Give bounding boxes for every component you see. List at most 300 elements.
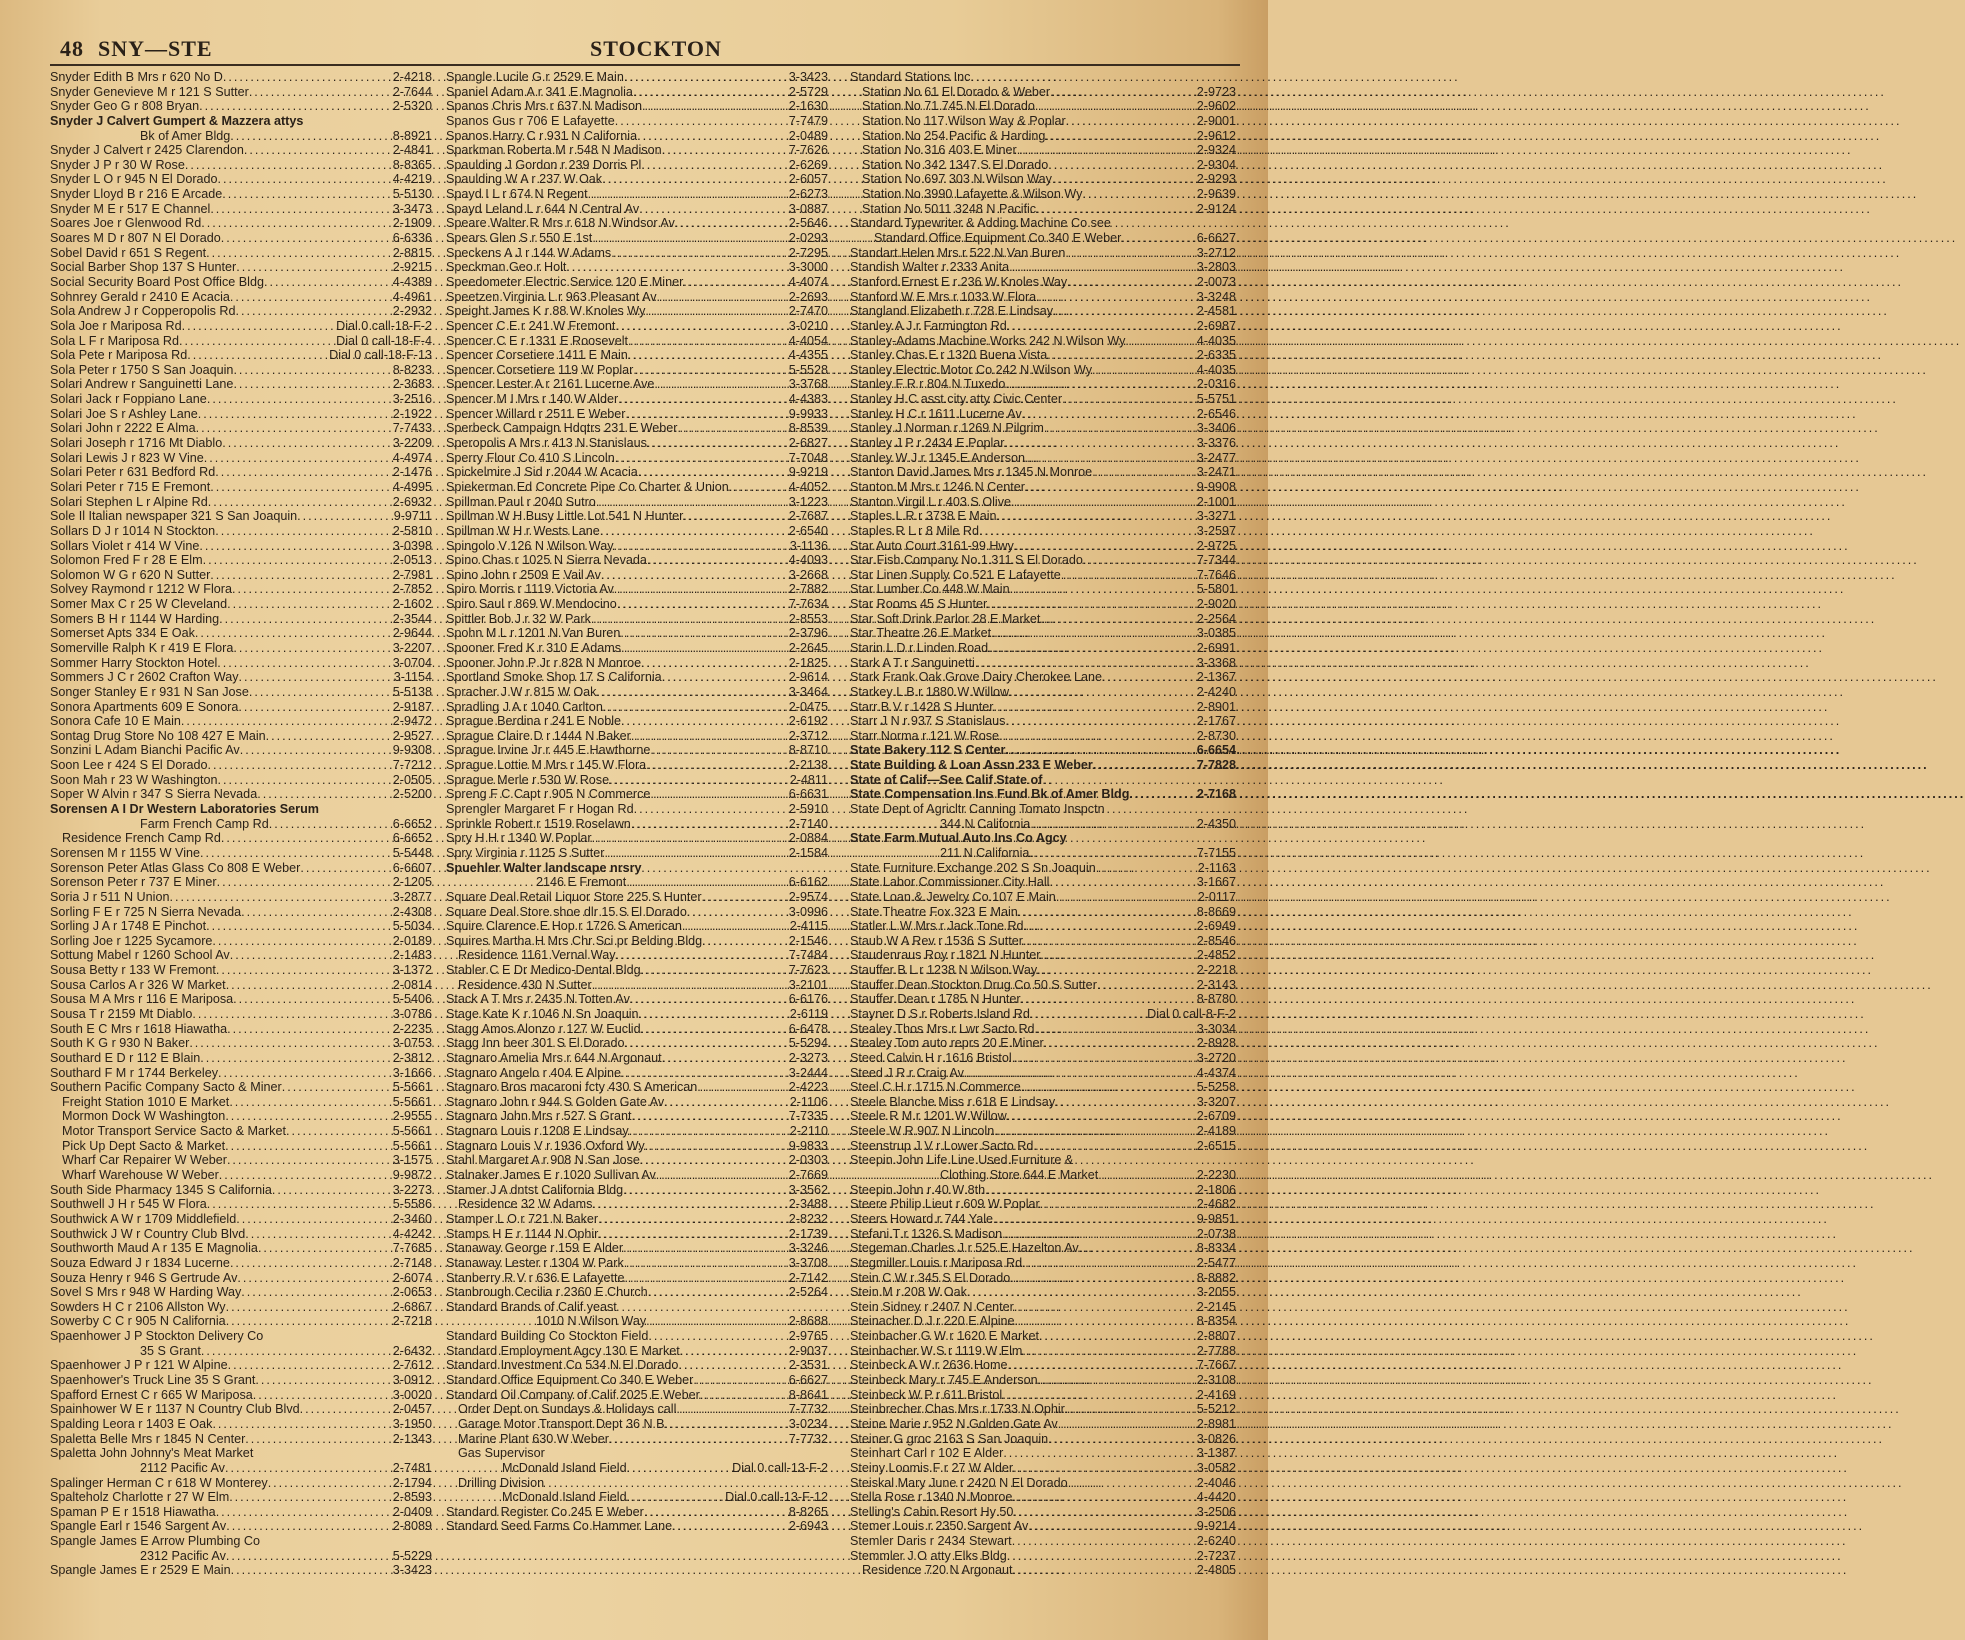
listing-phone: 5-5528 [788,362,828,377]
listing-entry [446,348,828,363]
listing-name: Spiro Saul r 869 W Mendocino [446,597,617,612]
listing-entry [446,304,828,319]
listing-entry [850,1446,1236,1461]
listing-entry [50,1519,432,1534]
listing-phone: Dial 0 call-8-F-2 [1147,1007,1236,1021]
listing-phone: 2-5477 [1196,1255,1236,1270]
listing-phone: 5-5258 [1196,1080,1236,1095]
dot-leader [1055,1095,1197,1110]
listing-entry [850,1461,1236,1476]
dot-leader [615,319,788,334]
dot-leader [241,1285,392,1300]
listing-entry [850,99,1236,114]
listing-entry [50,905,432,920]
dot-leader [1028,1519,1196,1534]
listing-entry [850,1241,1236,1256]
listing-name: Stangland Elizabeth r 728 E Lindsay [850,304,1054,319]
listing-entry [446,99,828,114]
listing-entry [850,129,1236,144]
listing-entry [446,85,828,100]
dot-leader [232,582,393,597]
listing-phone: 2-9574 [788,889,828,904]
listing-entry [50,1476,432,1491]
listing-phone: 7-7048 [788,450,828,465]
listing-entry [50,934,432,949]
dot-leader [233,992,393,1007]
dot-leader [300,1402,393,1417]
listing-name: Sousa Carlos A r 326 W Market [50,977,226,992]
listing-name: Speckman Geo r Holt [446,260,567,275]
dot-leader [1014,539,1197,554]
listing-phone: 3-3406 [1196,421,1236,436]
dot-leader [268,1476,393,1491]
dot-leader [648,1285,789,1300]
listing-entry [850,1066,1236,1081]
listing-entry [446,1051,828,1066]
listing-entry [50,1241,432,1256]
listing-name: Spainhower W E r 1137 N Country Club Blvd [50,1402,300,1417]
listing-phone: 2-9765 [788,1329,828,1344]
dot-leader [1097,978,1197,993]
listing-entry [850,1344,1236,1359]
listing-name: Somer Max C r 25 W Cleveland [50,597,228,612]
listing-entry [50,1227,432,1242]
listing-name: Stagnaro Louis r 1208 E Lindsay [446,1124,629,1139]
dot-leader [233,377,392,392]
dot-leader [1008,1358,1197,1373]
listing-phone: 8-8233 [392,362,432,377]
listing-phone: 2-9124 [1196,201,1236,216]
listing-entry [446,890,828,905]
listing-entry [850,334,1236,349]
dot-leader [1022,407,1197,422]
dot-leader [236,304,393,319]
listing-entry [50,919,432,934]
listing-name: Starin L D r Linden Road [850,640,989,655]
listing-name: 344 N California [940,816,1031,831]
listing-name: Steel C H r 1715 N Commerce [850,1080,1021,1095]
listing-phone: 2-0457 [392,1402,432,1417]
listing-phone: 6-6478 [788,1021,828,1036]
listing-entry [446,1388,828,1403]
listing-entry [850,1549,1236,1564]
listing-phone: 3-2803 [1196,260,1236,275]
listing-entry [50,202,432,217]
listing-name: State Furniture Exchange 202 S Sn Joaquin [850,860,1096,875]
dot-leader [618,392,789,407]
listing-name: Snyder J Calvert r 2425 Clarendon [50,143,244,158]
listing-phone: 7-7155 [1196,845,1236,860]
listing-phone: 2-1825 [788,655,828,670]
listing-name: Staub W A Rev r 1536 S Sutter [850,933,1023,948]
listing-entry [850,1022,1236,1037]
listing-phone: 2-4046 [1196,1475,1236,1490]
listing-phone: 2-7687 [788,509,828,524]
dot-leader [1065,1402,1197,1417]
listing-phone: 9-9872 [392,1168,432,1183]
dot-leader [226,1519,393,1534]
listing-entry [50,1197,432,1212]
listing-phone: 2-3812 [392,1050,432,1065]
dot-leader [592,978,789,993]
listing-name: Steinbeck W P r 611 Bristol [850,1387,1003,1402]
listing-entry [446,129,828,144]
dot-leader [238,700,392,715]
dot-leader [203,553,393,568]
listing-phone: 2-1584 [788,845,828,860]
listing-entry [446,568,828,583]
listing-phone: 2-7148 [392,1255,432,1270]
dot-leader [1102,670,1197,685]
listing-name: Spanos Harry C r 931 N California [446,128,638,143]
listing-entry [850,172,1236,187]
dot-leader [641,656,789,671]
listing-phone: 6-6176 [788,992,828,1007]
listing-phone: 5-5406 [392,992,432,1007]
listing-entry [50,509,432,524]
listing-phone: 2-0653 [392,1285,432,1300]
listing-entry [446,1256,828,1271]
listing-phone: 2-4350 [1196,816,1236,831]
listing-phone: 2-2645 [788,640,828,655]
listing-name: Snyder M E r 517 E Channel [50,201,211,216]
listing-phone: 7-7828 [1196,758,1236,773]
listing-entry [446,1022,828,1037]
listing-name: Station No 254 Pacific & Harding [862,128,1046,143]
listing-entry [850,743,1236,758]
dot-leader [206,919,393,934]
listing-name: Steers Howard r 744 Yale [850,1211,994,1226]
listing-phone: 6-6336 [392,231,432,246]
dot-leader [1092,465,1197,480]
dot-leader [219,1168,393,1183]
listing-entry [50,1461,432,1476]
listing-phone: 2-3796 [788,626,828,641]
listing-name: Standart Helen Mrs r 522 N Van Buren [850,245,1066,260]
listing-entry [446,1227,828,1242]
listing-name: Stanton M Mrs r 1246 N Center [850,479,1025,494]
listing-phone: 3-2444 [788,1065,828,1080]
dot-leader [630,992,789,1007]
dot-leader [1012,1051,1197,1066]
listing-name: Spencer C E r 1331 E Roosevelt [446,333,629,348]
listing-name: Steele W R 907 N Lincoln [850,1124,995,1139]
dot-leader [1053,304,1197,319]
dot-leader [226,1314,393,1329]
listing-name: Southwick A W r 1709 Middlefield [50,1211,237,1226]
listing-phone: 7-7479 [788,113,828,128]
listing-name: Wharf Warehouse W Weber [62,1168,219,1183]
listing-entry [446,334,828,349]
dot-leader [614,582,789,597]
listing-entry [50,1036,432,1051]
listing-name: 211 N California [940,845,1030,860]
listing-entry [850,290,1236,305]
dot-leader [611,246,789,261]
dot-leader [967,1285,1197,1300]
dot-leader [1013,1505,1196,1520]
dot-leader [1010,582,1197,597]
listing-entry [50,421,432,436]
listing-phone: 2-4169 [1196,1387,1236,1402]
listing-entry [850,1505,1236,1520]
listing-phone: 2-1343 [392,1431,432,1446]
listing-entry [446,436,828,451]
dot-leader [994,700,1197,715]
listing-entry [446,700,828,715]
listing-name: Sola L F r Mariposa Rd [50,333,180,348]
listing-entry [50,1109,432,1124]
dot-leader [683,275,788,290]
listing-entry [446,1036,828,1051]
listing-name: Spencer Corsetiere 1411 E Main [446,348,628,363]
listing-entry [50,1417,432,1432]
listing-phone: 2-8546 [1196,933,1236,948]
listing-entry [446,553,828,568]
dot-leader [1017,143,1197,158]
listing-name: Square Deal Store shoe dlr 15 S El Dorado [446,904,687,919]
listing-entry [50,1505,432,1520]
listing-name: Soon Mah r 23 W Washington [50,772,218,787]
listing-phone: 4-4093 [788,553,828,568]
dot-leader [223,70,393,85]
dot-leader [233,641,392,656]
dot-leader [641,963,789,978]
listing-name: Spayd I L r 674 N Regent [446,187,588,202]
dot-leader [621,641,789,656]
dot-leader [187,348,329,363]
listing-entry [50,1153,432,1168]
listing-phone: 2-7481 [392,1460,432,1475]
listing-phone: 2-5646 [788,216,828,231]
listing-name: Stegmiller Louis r Mariposa Rd [850,1255,1023,1270]
dot-leader [665,1417,789,1432]
dot-leader [592,231,788,246]
listing-entry [50,436,432,451]
listing-entry: Drilling Division [458,1475,545,1490]
dot-leader [1007,319,1197,334]
listing-phone: 2-2138 [788,758,828,773]
dot-leader [621,714,789,729]
dot-leader [991,626,1197,641]
dot-leader [230,290,393,305]
listing-phone: 4-4035 [1196,333,1236,348]
dot-leader [212,1417,392,1432]
column-1 [50,70,432,1578]
listing-entry [446,846,828,861]
listing-entry [446,670,828,685]
listing-phone: Dial 0 call-13-F-12 [725,1490,828,1505]
listing-entry [446,1124,828,1139]
listing-entry [850,451,1236,466]
dot-leader [225,1139,393,1154]
listing-name: Snyder Geo G r 808 Bryan [50,99,200,114]
dot-leader [297,509,394,524]
listing-entry [850,246,1236,261]
listing-name: Spino John r 2509 E Vail Av [446,567,601,582]
listing-entry [446,963,828,978]
listing-entry [850,1534,1236,1549]
listing-phone: 3-3423 [392,1563,432,1578]
dot-leader [1035,1022,1197,1037]
listing-name: Sorenson Peter r 737 E Miner [50,875,217,890]
header-rule [50,64,1240,66]
dot-leader [217,875,393,890]
listing-phone: 2-9555 [392,1109,432,1124]
listing-phone: 9-9214 [1196,1519,1236,1534]
listing-entry [850,934,1236,949]
listing-phone: 3-0234 [788,1416,828,1431]
listing-entry [850,948,1236,963]
listing-name: Sousa M A Mrs r 116 E Mariposa [50,992,234,1007]
listing-name: Sohnrey Gerald r 2410 E Acacia [50,289,230,304]
listing-entry [50,670,432,685]
listing-phone: 8-8641 [788,1387,828,1402]
listing-phone: 2-4189 [1196,1124,1236,1139]
listing-name: State Labor Commissioner City Hall [850,875,1050,890]
listing-name: Staples R L r 8 Mile Rd [850,523,980,538]
listing-entry [50,597,432,612]
listing-name: Stanley F R r 804 N Tuxedo [850,377,1006,392]
listing-phone: 2-6074 [392,1270,432,1285]
dot-leader [588,187,789,202]
listing-phone: 2-4682 [1196,1197,1236,1212]
listing-name: Steed Calvin H r 1616 Bristol [850,1050,1012,1065]
dot-leader [633,363,788,378]
dot-leader [1002,1388,1197,1403]
listing-entry [446,1285,828,1300]
listing-name: Spencer Corsetiere 119 W Poplar [446,362,634,377]
listing-entry [850,700,1236,715]
listing-entry [50,465,432,480]
listing-entry [446,246,828,261]
listing-entry [50,875,432,890]
dot-leader [1035,99,1197,114]
listing-phone: 2-9644 [392,626,432,641]
dot-leader [591,612,789,627]
listing-name: Snyder Lloyd B r 216 E Arcade [50,187,223,202]
listing-entry [50,275,432,290]
listing-name: Farm French Camp Rd [140,816,269,831]
listing-name: Spino Chas r 1025 N Sierra Nevada [446,553,647,568]
dot-leader [200,1051,393,1066]
listing-entry [446,641,828,656]
listing-phone: 2-7295 [788,245,828,260]
listing-name: Spry H H r 1340 W Poplar [446,831,592,846]
listing-entry [446,978,828,993]
listing-entry [850,421,1236,436]
dot-leader [1048,158,1197,173]
listing-phone: 3-0398 [392,538,432,553]
listing-phone: 2-7612 [392,1358,432,1373]
listing-phone: 2-5910 [788,802,828,817]
listing-entry [50,158,432,173]
dot-leader [1036,290,1197,305]
listing-phone: 9-9851 [1196,1211,1236,1226]
listing-entry [50,363,432,378]
listing-entry [446,1314,828,1329]
dot-leader [230,129,392,144]
listing-name: Spayd Leland L r 644 N Central Av [446,201,640,216]
listing-name: Sorenson Peter Atlas Glass Co 808 E Weber [50,860,301,875]
dot-leader [648,1329,788,1344]
listing-name: Sonora Apartments 609 E Sonora [50,699,239,714]
listing-name: Spangle Lucile G r 2529 E Main [446,70,624,84]
listing-entry: Standard Stations Inc [850,70,971,84]
dot-leader [222,436,393,451]
listing-entry [50,539,432,554]
listing-name: Soper W Alvin r 347 S Sierra Nevada [50,787,258,802]
dot-leader [647,553,789,568]
listing-name: Sprague Berdina r 241 E Noble [446,714,622,729]
listing-name: Station No 117 Wilson Way & Poplar [862,113,1066,128]
listing-phone: 6-6162 [788,875,828,890]
dot-leader [1040,948,1196,963]
listing-phone: 7-7667 [1196,1358,1236,1373]
dot-leader [682,919,790,934]
listing-name: 35 S Grant [140,1343,201,1358]
listing-name: Freight Station 1010 E Market [62,1094,230,1109]
listing-phone: 5-5801 [1196,582,1236,597]
listing-phone: 2-5810 [392,523,432,538]
listing-name: Spalinger Herman C r 618 W Monterey [50,1475,268,1490]
listing-name: Stanley A J r Farmington Rd [850,318,1007,333]
dot-leader [208,758,393,773]
listing-name: Spangle James E r 2529 E Main [50,1563,231,1578]
listing-entry [850,1519,1236,1534]
listing-entry: Spuehler Walter landscape nrsry [446,860,642,875]
listing-name: Residence 32 W Adams [458,1197,593,1212]
dot-leader [1007,1109,1197,1124]
listing-entry [50,392,432,407]
dot-leader [221,231,393,246]
listing-phone: 3-1372 [392,963,432,978]
listing-entry [850,1080,1236,1095]
listing-phone: 2-6240 [1196,1534,1236,1549]
listing-name: State Loan & Jewelry Co 107 E Main [850,889,1056,904]
listing-name: Spalding Leora r 1403 E Oak [50,1416,213,1431]
listing-name: Soria J r 511 N Union [50,889,170,904]
dot-leader [272,1183,393,1198]
listing-name: Spaman P E r 1518 Hiawatha [50,1504,216,1519]
dot-leader [226,1549,393,1564]
dot-leader [226,1300,393,1315]
listing-entry: Standard Typewriter & Adding Machine Co see [850,216,1111,231]
listing-name: Spillman W H r Wests Lane [446,523,600,538]
listing-entry: Standard Brands of Calif yeast [446,1299,617,1314]
listing-entry [50,685,432,700]
dot-leader [1029,846,1196,861]
listing-name: Steinbeck A W r 2636 Home [850,1358,1008,1373]
listing-phone: 6-6654 [1196,743,1236,758]
dot-leader [225,1109,392,1124]
dot-leader [1045,129,1196,144]
listing-name: Stegeman Charles J r 525 E Hazelton Av [850,1241,1079,1256]
listing-phone: 4-4052 [788,479,828,494]
listing-phone: 2-6335 [1196,348,1236,363]
dot-leader [215,524,393,539]
listing-phone: 4-4961 [392,289,432,304]
dot-leader [269,817,393,832]
listing-phone: 3-1154 [393,670,432,685]
listing-name: Snyder Edith B Mrs r 620 No D [50,70,223,84]
listing-phone: 2-3460 [392,1211,432,1226]
listing-entry [850,465,1236,480]
listing-entry [850,992,1236,1007]
listing-entry [446,216,828,231]
dot-leader [641,1022,789,1037]
listing-phone: 5-5034 [392,919,432,934]
